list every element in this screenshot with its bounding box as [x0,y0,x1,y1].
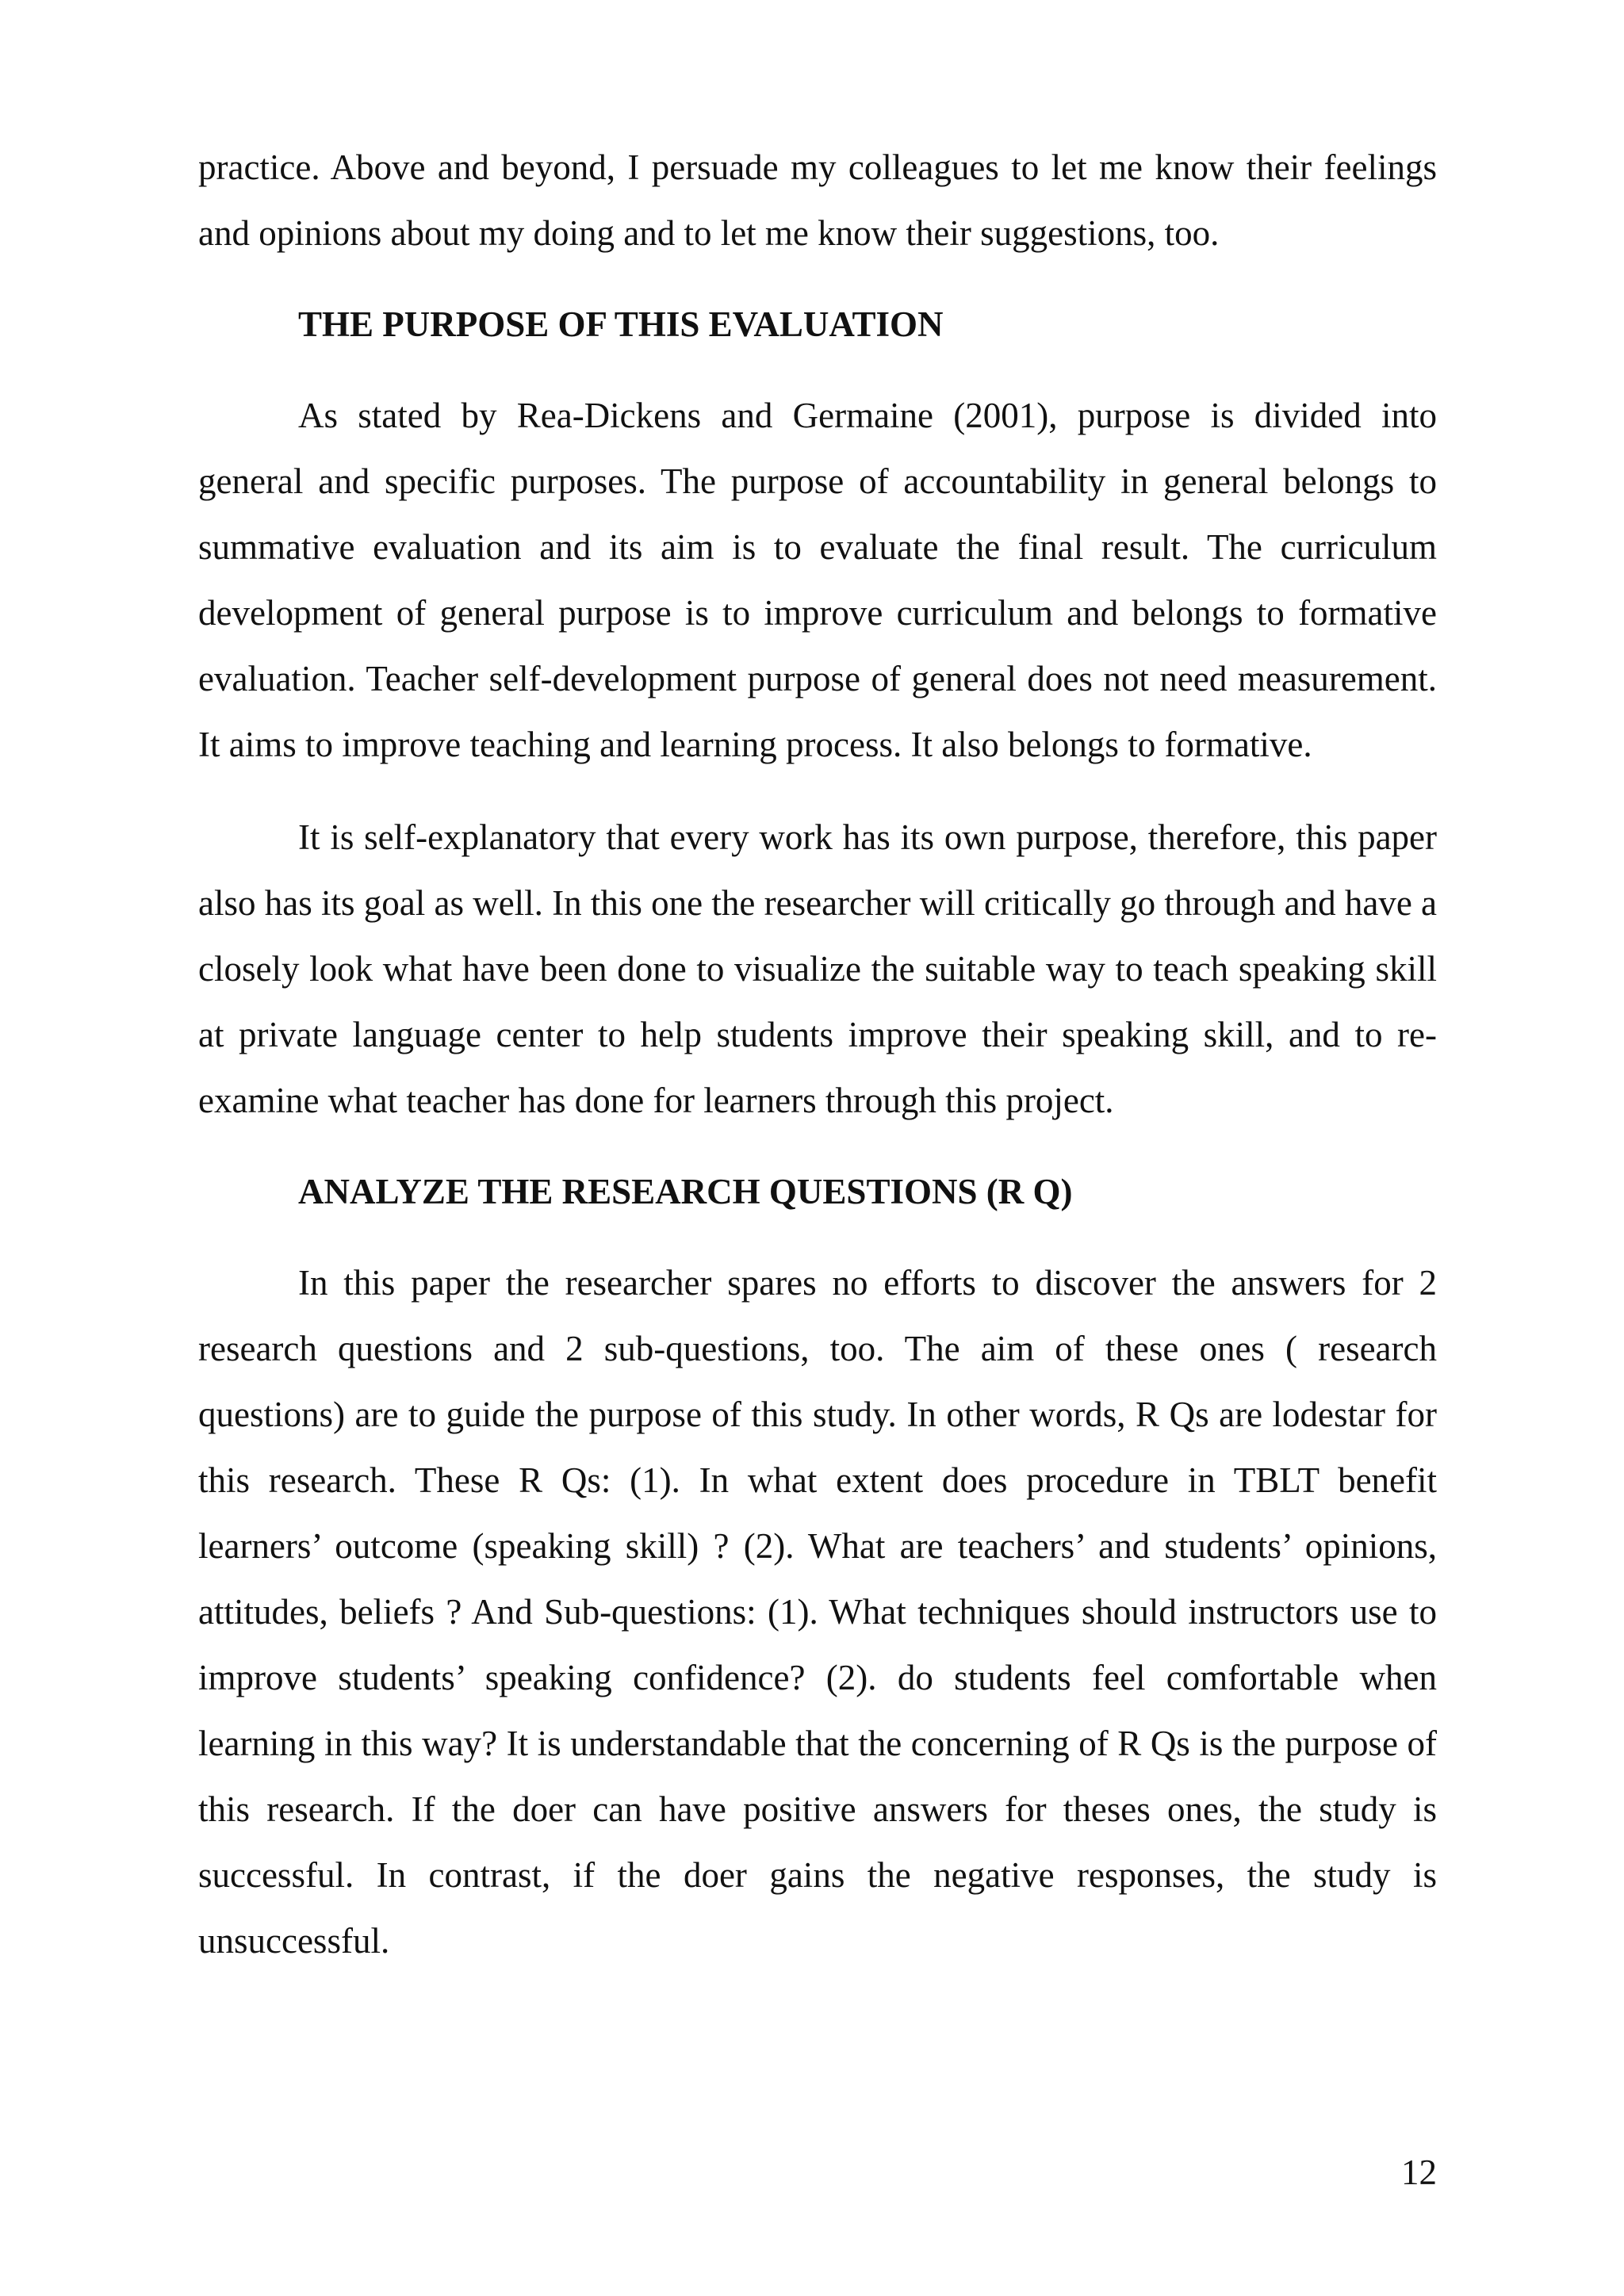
paragraph-purpose-goal: It is self-explanatory that every work has its own purpose, therefore, this paper also has its goal as well. In this one the researcher will critically go through and have a closely look what have been done to visualize the suitable way to teach speaking skill at private language center to help students improve their speaking skill, and to re-examine what teacher has done for learners through this project. [198,817,1438,1120]
paragraph-purpose-definition: As stated by Rea-Dickens and Germaine (2001), purpose is divided into general and specific purposes. The purpose of accountability in general belongs to summative evaluation and its aim is to evaluate the final result. The curriculum development of general purpose is to improve curriculum and belongs to formative evaluation. Teacher self-development purpose of general does not need measurement. It aims to improve teaching and learning process. It also belongs to formative. [198,396,1437,764]
paragraph-continuation: practice. Above and beyond, I persuade my colleagues to let me know their feelings and opinions about my doing and to let me know their suggestions, too. [198,147,1437,253]
paragraph-research-questions: In this paper the researcher spares no efforts to discover the answers for 2 research questions and 2 sub-questions, too. The aim of these ones ( research questions) are to guide the purpose of this study. In other words, R Qs are lodestar for this research. These R Qs: (1). In what extent does procedure in TBLT benefit learners’ outcome (speaking skill) ? (2). What are teachers’ and students’ opinions, attitudes, beliefs ? And Sub-questions: (1). What techniques should instructors use to improve students’ speaking confidence? (2). do students feel comfortable when learning in this way? It is understandable that the concerning of R Qs is the purpose of this research. If the doer can have positive answers for theses ones, the study is successful. In contrast, if the doer gains the negative responses, the study is unsuccessful. [198,1263,1437,1961]
document-page [198,135,1437,1974]
section-heading-research-questions: ANALYZE THE RESEARCH QUESTIONS (R Q) [298,1172,1073,1211]
section-heading-purpose: THE PURPOSE OF THIS EVALUATION [298,304,944,344]
page-number: 12 [1401,2152,1437,2192]
